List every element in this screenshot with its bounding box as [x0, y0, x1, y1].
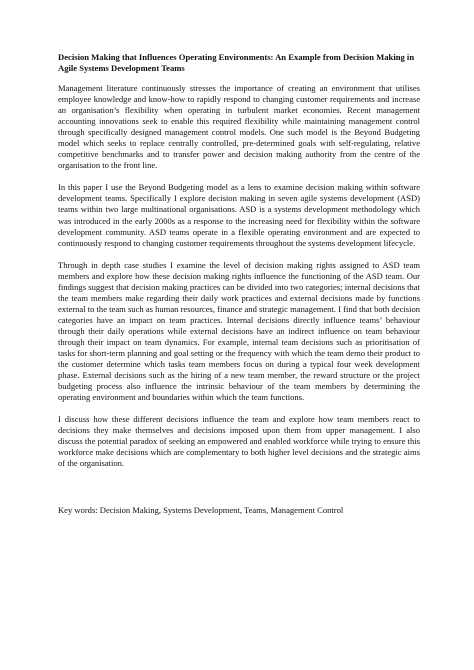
document-page [58, 52, 420, 516]
abstract-paragraph-3: Through in depth case studies I examine the level of decision making rights assigned to ASD team members and explore how these decision making rights influence the functioning of the ASD team. Our findings suggest that decision making practices can be divided into two categories; internal decisions that the team members make regarding their daily work practices and external decisions made by functions external to the team such as human resources, finance and strategic management. I find that both decision categories have an impact on team practices. Internal decisions directly influence teams’ behaviour through their daily operations while external decisions have an indirect influence on team behaviour through their impact on team dynamics. For example, internal team decisions such as prioritisation of tasks for short-term planning and goal setting or the frequency with which the team demo their product to the customer determine which tasks team members focus on during a typical four week development phase. External decisions such as the hiring of a new team member, the reward structure or the project budgeting process also influence the intrinsic behaviour of the team members by determining the operating environment and boundaries within which the team functions. [58, 259, 420, 403]
abstract-paragraph-4: I discuss how these different decisions influence the team and explore how team members react to decisions they make themselves and decisions imposed upon them from upper management. I also discuss the potential paradox of seeking an empowered and enabled workforce while trying to ensure this workforce make decisions which are complementary to both higher level decisions and the strategic aims of the organisation. [58, 414, 420, 469]
abstract-paragraph-2: In this paper I use the Beyond Budgeting model as a lens to examine decision making within software development teams. Specifically I explore decision making in seven agile systems development (ASD) teams within two large multinational organisations. ASD is a systems development methodology which was introduced in the early 2000s as a response to the increasing need for flexibility within the software development community. ASD teams operate in a flexible operating environment and are expected to continuously respond to changing customer requirements throughout the systems development lifecycle. [58, 182, 420, 248]
abstract-paragraph-1: Management literature continuously stresses the importance of creating an environment that utilises employee knowledge and know-how to rapidly respond to changing customer requirements and increase an organisation’s flexibility when operating in turbulent market economies. Recent management accounting innovations seek to enable this required flexibility while maintaining management control through specifically designed management control models. One such model is the Beyond Budgeting model which seeks to replace centrally controlled, pre-determined goals with self-regulating, relative competitive benchmarks and to transfer power and decision making authority from the centre of the organisation to the front line. [58, 83, 420, 171]
keywords-line: Key words: Decision Making, Systems Development, Teams, Management Control [58, 504, 344, 515]
paper-title: Decision Making that Influences Operating Environments: An Example from Decision Making in Agile Systems Development Teams [58, 52, 415, 73]
